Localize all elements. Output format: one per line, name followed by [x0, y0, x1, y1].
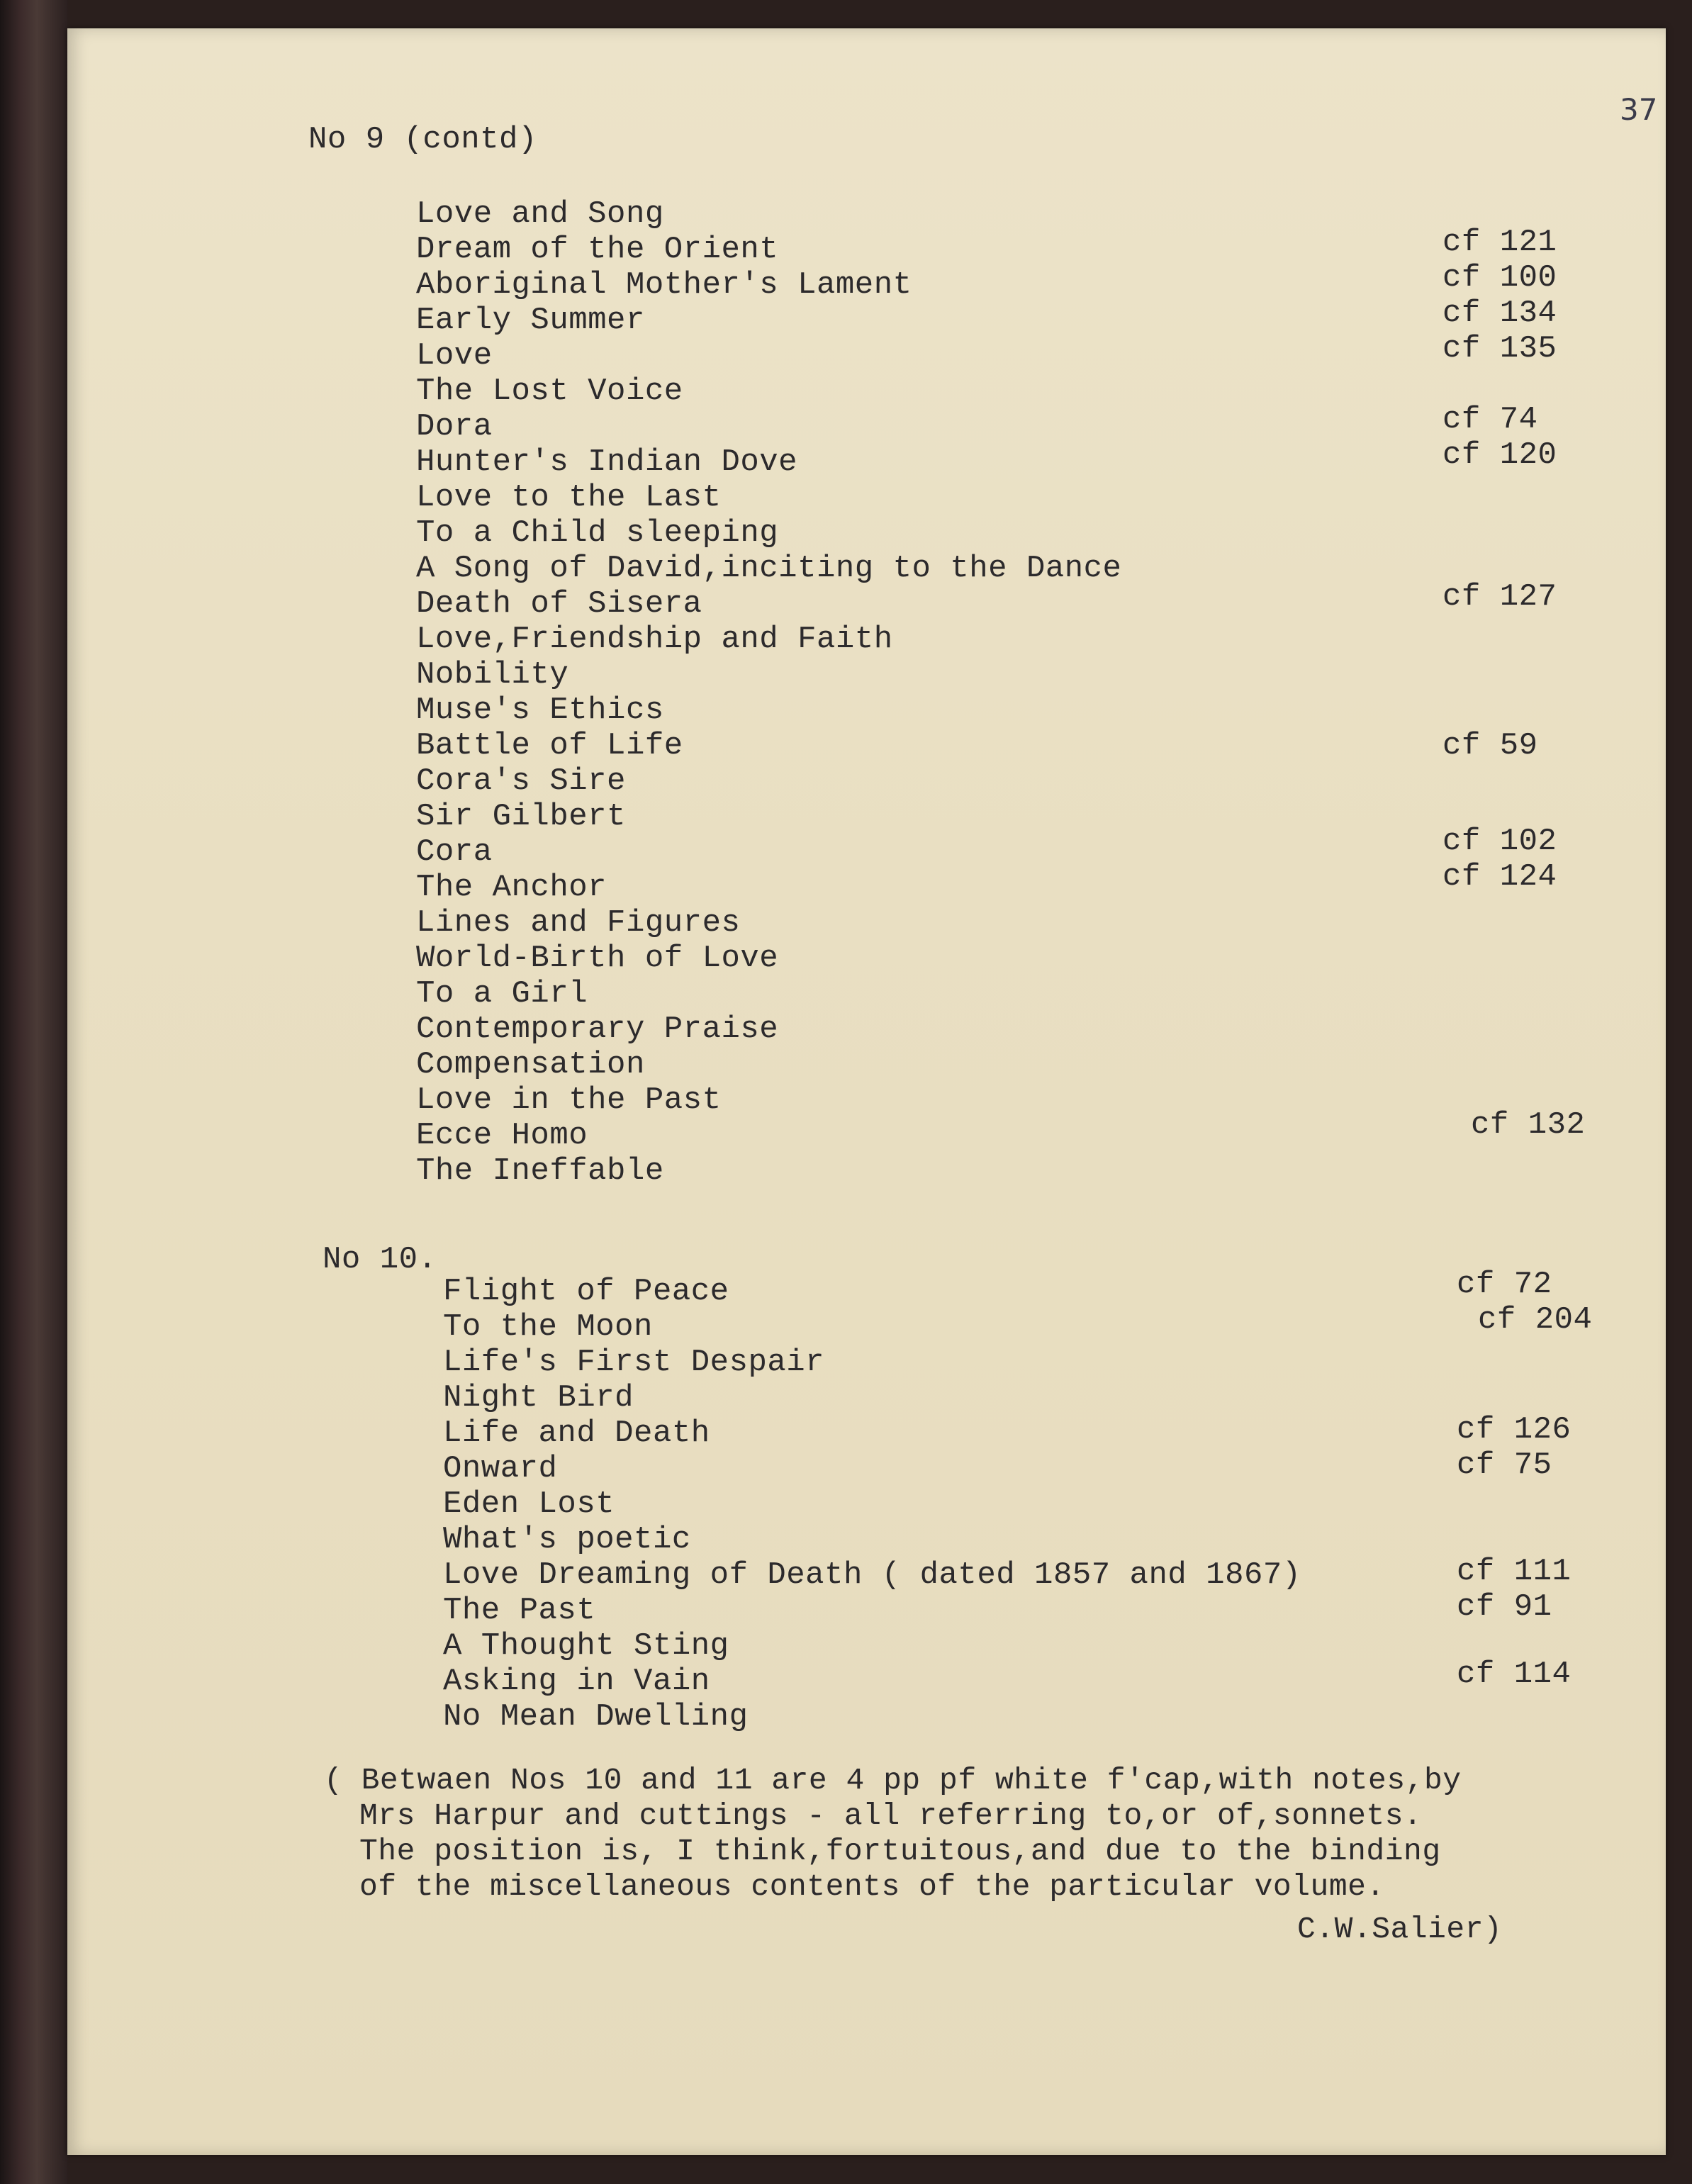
entry-title: Early Summer [416, 303, 645, 338]
entry-ref: cf 100 [1442, 260, 1557, 296]
entry-title: The Lost Voice [416, 374, 683, 409]
entry-ref: cf 91 [1457, 1589, 1552, 1625]
section-heading-no-9: No 9 (contd) [308, 122, 537, 157]
page-number: 37 [1620, 92, 1658, 127]
entry-title: Lines and Figures [416, 905, 741, 941]
entry-title: Life's First Despair [443, 1345, 825, 1380]
entry-title: Life and Death [443, 1416, 710, 1451]
entry-ref: cf 74 [1442, 402, 1538, 437]
entry-title: Dream of the Orient [416, 232, 779, 267]
entry-title: Ecce Homo [416, 1118, 588, 1153]
entry-title: Nobility [416, 657, 569, 693]
section-heading-no-10: No 10. [323, 1242, 437, 1277]
entry-title: Cora's Sire [416, 763, 626, 799]
note-line: ( Betwaen Nos 10 and 11 are 4 pp pf white f'cap,with notes,by [324, 1763, 1462, 1798]
entry-title: Love and Song [416, 196, 664, 232]
entry-title: Love,Friendship and Faith [416, 622, 893, 657]
entry-ref: cf 75 [1457, 1447, 1552, 1483]
entry-ref: cf 132 [1471, 1107, 1586, 1143]
entry-title: Asking in Vain [443, 1664, 710, 1699]
entry-ref: cf 134 [1442, 296, 1557, 331]
entry-title: Eden Lost [443, 1486, 615, 1522]
entry-title: Battle of Life [416, 728, 683, 763]
entry-title: A Song of David,inciting to the Dance [416, 551, 1122, 586]
entry-title: Death of Sisera [416, 586, 702, 622]
entry-ref: cf 59 [1442, 728, 1538, 763]
entry-title: Aboriginal Mother's Lament [416, 267, 912, 303]
entry-ref: cf 135 [1442, 331, 1557, 366]
entry-title: World-Birth of Love [416, 941, 779, 976]
entry-title: The Past [443, 1593, 596, 1628]
entry-title: Cora [416, 834, 493, 870]
signature: C.W.Salier) [1297, 1912, 1503, 1947]
entry-title: Onward [443, 1451, 558, 1486]
entry-title: Muse's Ethics [416, 693, 664, 728]
note-line: The position is, I think,fortuitous,and due to the binding [359, 1834, 1441, 1869]
entry-title: Contemporary Praise [416, 1012, 779, 1047]
entry-ref: cf 124 [1442, 859, 1557, 895]
entry-title: Hunter's Indian Dove [416, 444, 798, 480]
entry-title: Love to the Last [416, 480, 722, 515]
entry-ref: cf 126 [1457, 1412, 1571, 1447]
entry-ref: cf 121 [1442, 225, 1557, 260]
entry-ref: cf 127 [1442, 579, 1557, 615]
book-binding [0, 0, 67, 2184]
entry-title: Flight of Peace [443, 1274, 729, 1309]
entry-ref: cf 102 [1442, 824, 1557, 859]
entry-title: The Ineffable [416, 1153, 664, 1189]
entry-title: Compensation [416, 1047, 645, 1082]
entry-title: Love in the Past [416, 1082, 722, 1118]
entry-title: To a Girl [416, 976, 588, 1012]
entry-title: To a Child sleeping [416, 515, 779, 551]
entry-ref: cf 72 [1457, 1267, 1552, 1302]
entry-ref: cf 204 [1478, 1302, 1593, 1338]
entry-ref: cf 120 [1442, 437, 1557, 473]
note-line: Mrs Harpur and cuttings - all referring to,or of,sonnets. [359, 1798, 1423, 1833]
entry-ref: cf 114 [1457, 1657, 1571, 1692]
entry-title: No Mean Dwelling [443, 1699, 749, 1735]
entry-ref: cf 111 [1457, 1554, 1571, 1589]
note-line: of the miscellaneous contents of the particular volume. [359, 1869, 1385, 1904]
entry-title: Love Dreaming of Death ( dated 1857 and 1867) [443, 1557, 1301, 1593]
entry-title: The Anchor [416, 870, 607, 905]
document-page [67, 28, 1666, 2155]
entry-title: Night Bird [443, 1380, 634, 1416]
entry-title: Love [416, 338, 493, 374]
entry-title: Sir Gilbert [416, 799, 626, 834]
entry-title: A Thought Sting [443, 1628, 729, 1664]
entry-title: To the Moon [443, 1309, 653, 1345]
entry-title: Dora [416, 409, 493, 444]
entry-title: What's poetic [443, 1522, 691, 1557]
